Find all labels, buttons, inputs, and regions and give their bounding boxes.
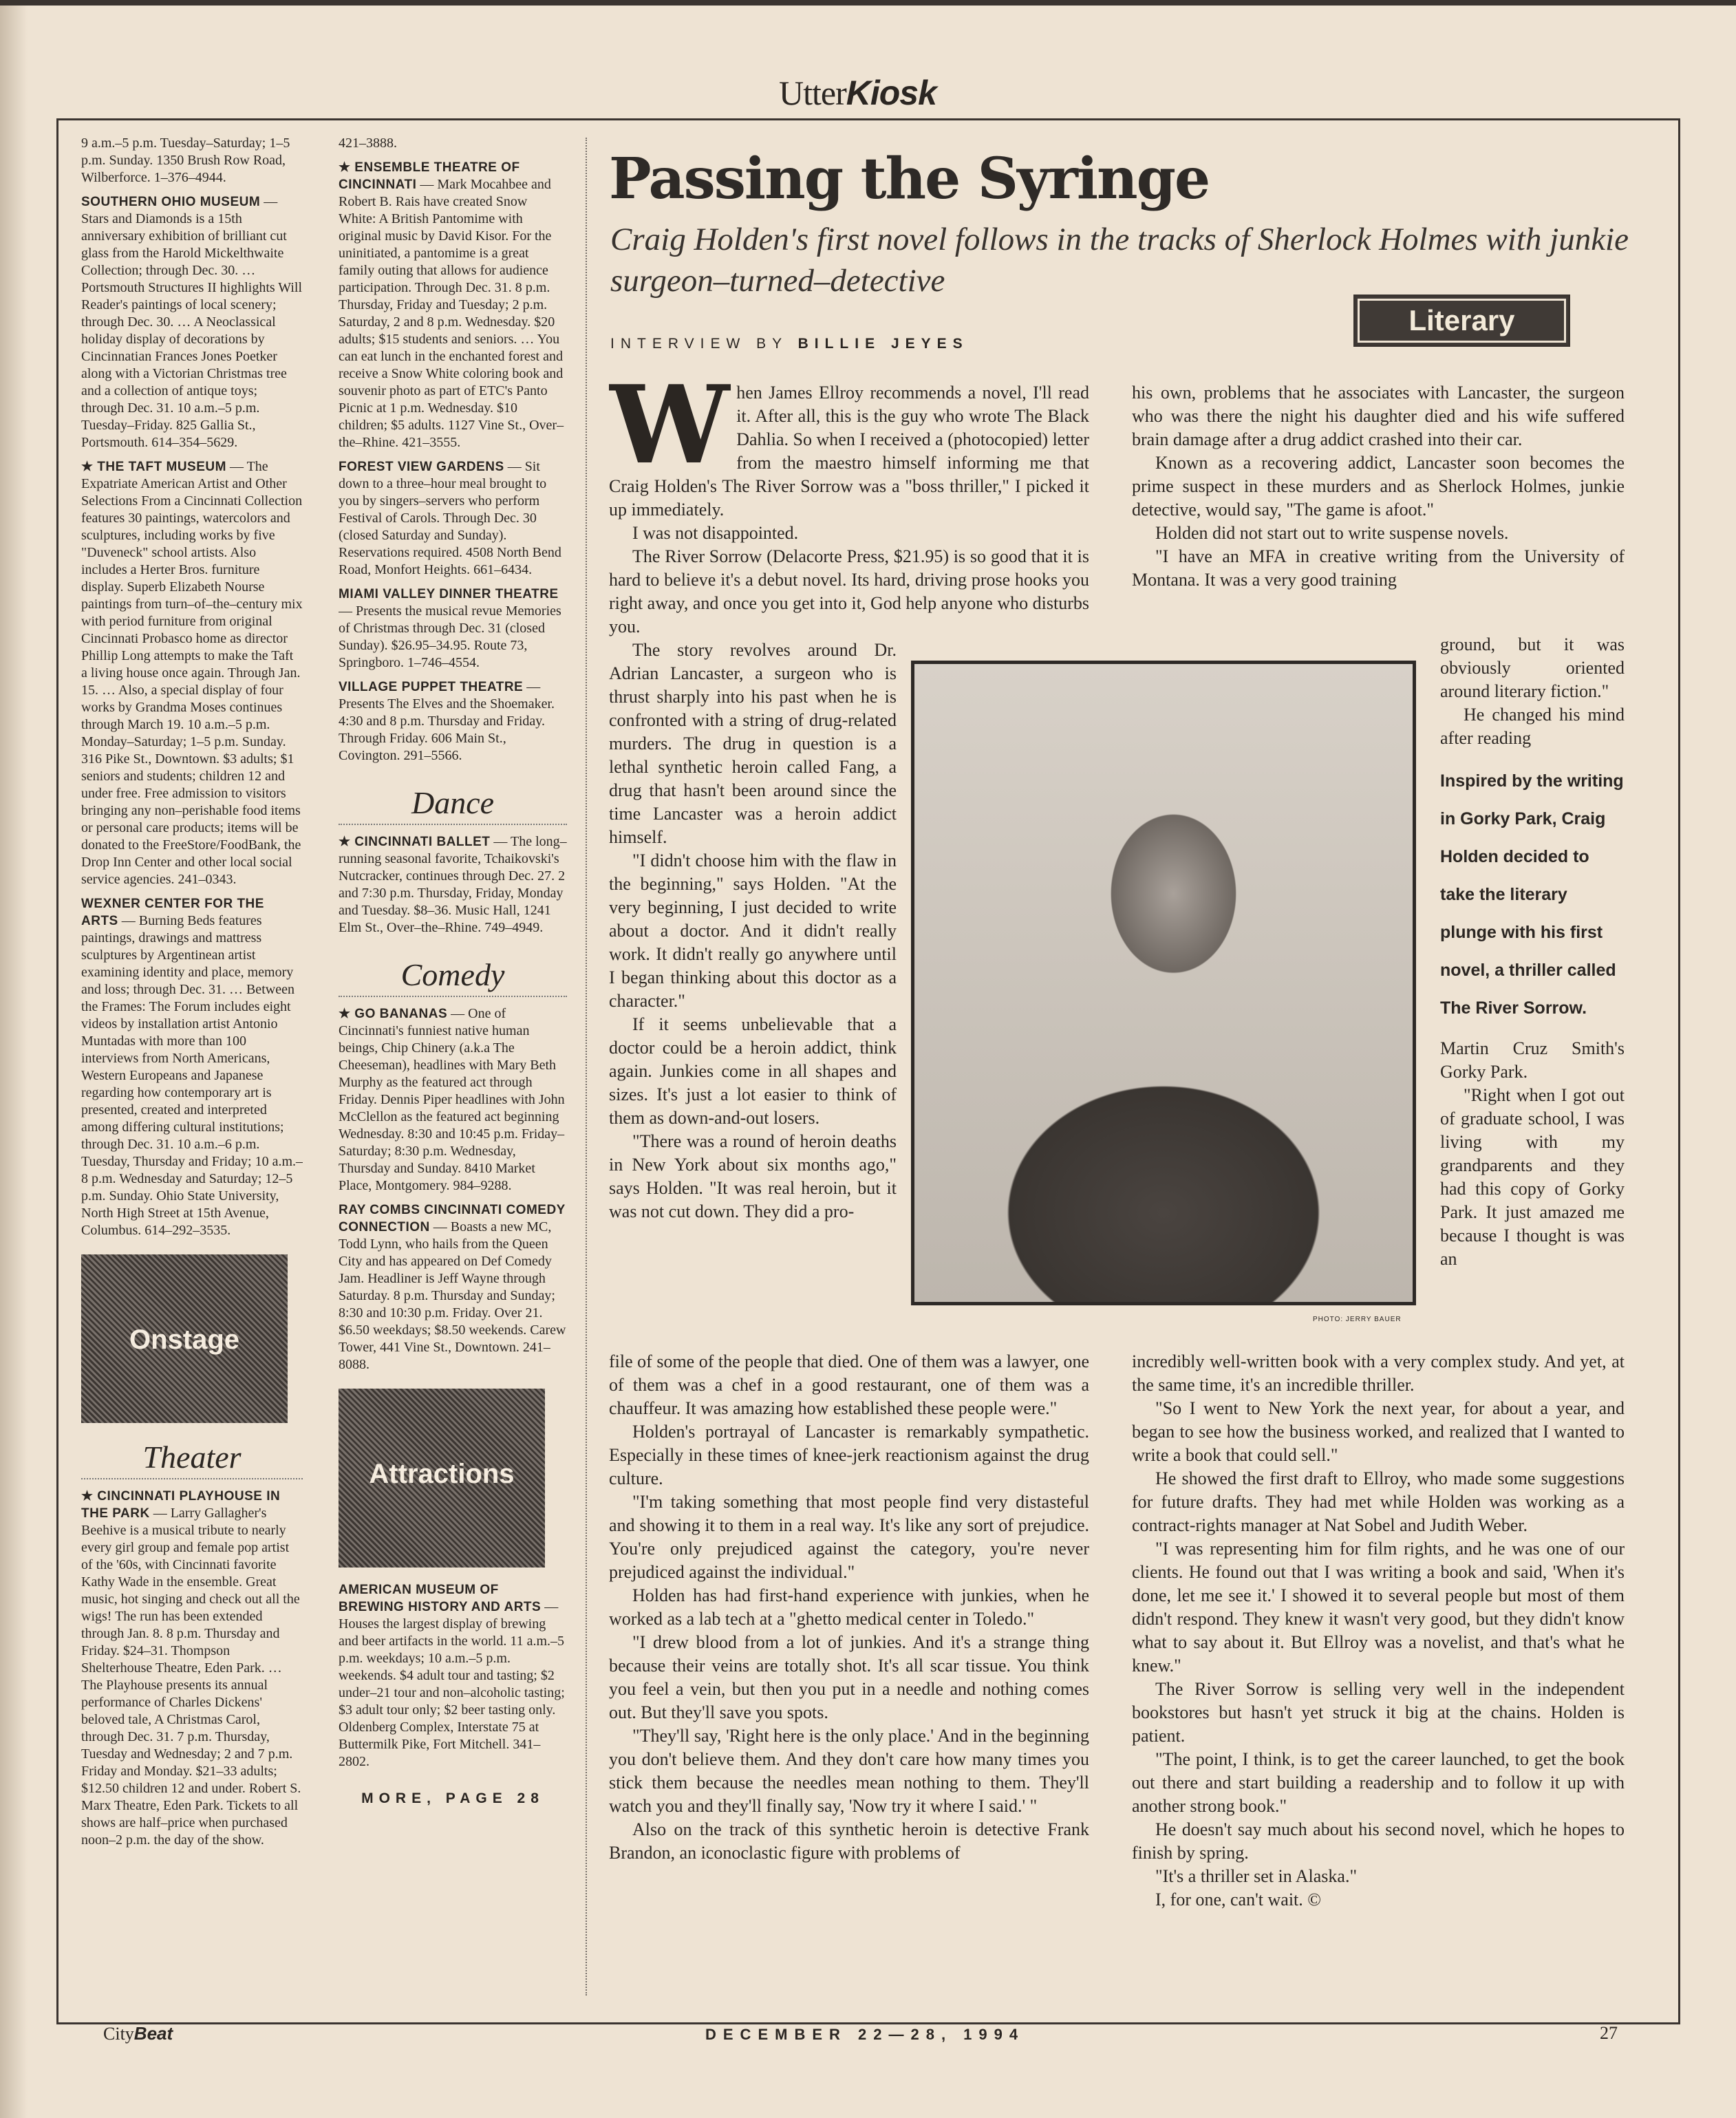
listing-entry <box>339 833 567 937</box>
article-paragraph: "I have an MFA in creative writing from the University of Montana. It was a very good training <box>1132 546 1625 590</box>
article-paragraph: "It's a thriller set in Alaska." <box>1155 1866 1358 1886</box>
dance-list <box>339 833 567 943</box>
article-paragraph: The River Sorrow is selling very well in the independent bookstores but hasn't yet struck it big at the chains. Holden is patient. <box>1132 1679 1625 1746</box>
article-paragraph: file of some of the people that died. One of them was a lawyer, one of them was a chef in a good restaurant, one of them was a chauffeur. It was amazing how established these people were." <box>609 1351 1089 1418</box>
article-c2-narrow-b <box>1440 1037 1625 1271</box>
article-column-2 <box>1132 381 1625 643</box>
listing-entry <box>339 1005 567 1195</box>
listing-title: VILLAGE PUPPET THEATRE <box>339 680 524 694</box>
column-divider <box>586 138 587 1996</box>
category-tag: Literary <box>1353 295 1570 347</box>
footer-date: DECEMBER 22—28, 1994 <box>705 2026 1025 2043</box>
listing-entry <box>339 135 567 152</box>
listing-text: 9 a.m.–5 p.m. Tuesday–Saturday; 1–5 p.m. Sunday. 1350 Brush Row Road, Wilberforce. 1–376–4944. <box>81 136 290 185</box>
pull-quote: Inspired by the writing in Gorky Park, Craig Holden decided to take the literary plunge with his first novel, a thriller called The River Sorrow. <box>1440 771 1624 1018</box>
theater-heading: Theater <box>81 1437 303 1479</box>
article-paragraph: I, for one, can't wait. © <box>1155 1890 1322 1910</box>
article-paragraph: Also on the track of this synthetic heroin is detective Frank Brandon, an iconoclastic figure with problems of <box>609 1819 1089 1863</box>
article-column-2-bottom <box>1132 1350 1625 1990</box>
article-paragraph: ground, but it was obviously oriented around literary fiction." <box>1440 634 1625 701</box>
article-column-1-bottom <box>609 1350 1089 1990</box>
listing-text: — Sit down to a three–hour meal brought to you by singers–servers who perform Festival of Carols. Through Dec. 30 (closed Saturday and Sunday). Reservations required. 4508 North Bend Road, Monfort Heights. 661–6434. <box>339 459 561 577</box>
listing-title: MIAMI VALLEY DINNER THEATRE <box>339 587 559 601</box>
article-c1-narrow <box>609 639 897 1223</box>
article-paragraph: "The point, I think, is to get the career launched, to get the book out there and start building a readership and to follow it up with another strong book." <box>1132 1749 1625 1816</box>
listing-title: ★ GO BANANAS <box>339 1007 448 1021</box>
section-masthead: UtterKiosk <box>779 74 936 112</box>
listing-text: — Burning Beds features paintings, drawings and mattress sculptures by Argentinean artist examining identity and place, memory and loss; through Dec. 31. … Between the Frames: The Forum includes eight videos by installation artist Antonio Muntadas with more than 100 interviews from North Americans, Western Europeans and Japanese regarding how contemporary art is presented, created and interpreted among differing cultural institutions; through Dec. 31. 10 a.m.–6 p.m. Tuesday, Thursday and Friday; 10 a.m.–8 p.m. Wednesday and Saturday; 12–5 p.m. Sunday. Ohio State University, North High Street at 15th Avenue, Columbus. 614–292–3535. <box>81 913 303 1238</box>
col2-list <box>339 135 567 771</box>
article-paragraph: "So I went to New York the next year, for about a year, and began to see how the business worked, and realized that I wanted to write a book that could sell." <box>1132 1398 1625 1465</box>
deck: Craig Holden's first novel follows in the tracks of Sherlock Holmes with junkie surgeon–turned–detective <box>610 222 1629 299</box>
listing-entry <box>339 159 567 451</box>
listing-title: ★ CINCINNATI PLAYHOUSE IN THE PARK <box>81 1489 281 1521</box>
article-paragraph: his own, problems that he associates with Lancaster, the surgeon who was there the night his daughter died and his wife suffered brain damage after a drug addict crashed into their car. <box>1132 383 1625 449</box>
article-paragraph: "I was representing him for film rights, and he was one of our clients. He found out that I was writing a book and said, 'When it's done, let me see it.' I showed it to several people but most of them didn't respond. They knew it wasn't very good, but they didn't know what to say about it. But Ellroy was a novelist, and that's what he knew." <box>1132 1539 1625 1676</box>
article-paragraph: "I'm taking something that most people find very distasteful and showing it to them in a real way. It's like any sort of prejudice. You're only prejudiced against the category, you're never prejudiced against the individual." <box>609 1492 1089 1582</box>
listing-text: — Larry Gallagher's Beehive is a musical tribute to nearly every girl group and female pop artist of the '60s, with Cincinnati favorite Kathy Wade in the ensemble. Great music, hot singing and check out all the wigs! The run has been extended through Jan. 8. 8 p.m. Thursday and Friday. $24–31. Thompson Shelterhouse Theatre, Eden Park. … The Playhouse presents its annual performance of Charles Dickens' beloved tale, A Christmas Carol, through Dec. 31. 7 p.m. Thursday, Tuesday and Wednesday; 2 and 7 p.m. Friday and Monday. $21–33 adults; $12.50 children 12 and under. Robert S. Marx Theatre, Eden Park. Tickets to all shows are half–price when purchased noon–2 p.m. the day of the show. <box>81 1506 301 1848</box>
attractions-label: Attractions <box>369 1459 515 1489</box>
listing-text: — The long–running seasonal favorite, Tchaikovski's Nutcracker, continues through Dec. 27. 2 and 7:30 p.m. Thursday, Friday, Monday and Tuesday. $8–36. Music Hall, 1241 Elm St., Over–the–Rhine. 749–4949. <box>339 834 567 935</box>
article-paragraph: He showed the first draft to Ellroy, who made some suggestions for future drafts. They had met while Holden was working as a contract-rights manager at Nat Sobel and Judith Weber. <box>1132 1468 1625 1535</box>
page-number: 27 <box>1600 2023 1618 2043</box>
listing-text: — Presents the musical revue Memories of Christmas through Dec. 31 (closed Sunday). $26.95–34.95. Route 73, Springboro. 1–746–4554. <box>339 603 561 670</box>
article-c2-bottom <box>1132 1350 1625 1912</box>
listing-entry <box>81 193 303 451</box>
photo-credit: PHOTO: JERRY BAUER <box>1313 1316 1402 1323</box>
article-column-1 <box>609 381 1089 650</box>
article-c2 <box>1132 381 1625 592</box>
article-paragraph: "There was a round of heroin deaths in New York about six months ago," says Holden. "It was real heroin, but it was not cut down. They did a pro- <box>609 1131 897 1221</box>
onstage-promo[interactable] <box>81 1254 288 1423</box>
listing-entry <box>81 1488 303 1849</box>
article-paragraph: The River Sorrow (Delacorte Press, $21.95) is so good that it is hard to believe it's a debut novel. Its hard, driving prose hooks you right away, and once you get into it, God help anyone who disturbs you. <box>609 546 1089 637</box>
article-paragraph: Martin Cruz Smith's Gorky Park. <box>1440 1038 1625 1082</box>
listing-entry <box>81 895 303 1239</box>
listing-text: — Houses the largest display of brewing and beer artifacts in the world. 11 a.m.–5 p.m. weekdays; 10 a.m.–5 p.m. weekends. $4 adult tour and tasting; $2 under–21 tour and non–alcoholic tasting; $3 adult tour only; $2 beer tasting only. Oldenberg Complex, Interstate 75 at Buttermilk Pike, Fort Mitchell. 341–2802. <box>339 1599 565 1769</box>
listing-entry <box>81 135 303 186</box>
attractions-list <box>339 1581 567 1777</box>
article-paragraph: incredibly well-written book with a very complex study. And yet, at the same time, it's an incredible thriller. <box>1132 1351 1625 1395</box>
listing-entry <box>339 678 567 764</box>
listing-title: ★ ENSEMBLE THEATRE OF CINCINNATI <box>339 160 520 192</box>
page-gutter <box>0 0 28 2118</box>
listing-text: — Boasts a new MC, Todd Lynn, who hails from the Queen City and has appeared on Def Comedy Jam. Headliner is Jeff Wayne through Saturday. 8 p.m. Thursday and Sunday; 8:30 and 10:30 p.m. Friday. Over 21. $6.50 weekdays; $8.50 weekends. Carew Tower, 441 Vine St., Downtown. 241–8088. <box>339 1219 566 1372</box>
listing-title: AMERICAN MUSEUM OF BREWING HISTORY AND ARTS <box>339 1583 542 1614</box>
listing-text: — One of Cincinnati's funniest native human beings, Chip Chinery (a.k.a The Cheeseman), headlines with Mary Beth Murphy as the featured act through Friday. Dennis Piper headlines with John McClellon as the featured act beginning Wednesday. 8:30 and 10:45 p.m. Friday–Saturday; 8:30 p.m. Wednesday, Thursday and Sunday. 8410 Market Place, Montgomery. 984–9288. <box>339 1006 565 1193</box>
article-c2-narrow-a <box>1440 633 1625 750</box>
listing-text: — The Expatriate American Artist and Other Selections From a Cincinnati Collection features 30 paintings, watercolors and sculptures, including works by five "Duveneck" school artists. Also includes a Herter Bros. furniture display. Superb Elizabeth Nourse paintings from turn–of–the–century mix with period furniture from original Cincinnati Probasco home as director Phillip Long attempts to make the Taft a living house once again. Through Jan. 15. … Also, a special display of four works by Grandma Moses continues through March 19. 10 a.m.–5 p.m. Monday–Saturday; 1–5 p.m. Sunday. 316 Pike St., Downtown. $3 adults; $1 seniors and students; children 12 and under free. Free admission to visitors bringing any non–perishable food items or personal care products; items will be donated to the FreeStore/FoodBank, the Drop Inn Center and other local social service agencies. 241–0343. <box>81 459 303 887</box>
article-paragraph: hen James Ellroy recommends a novel, I'll read it. After all, this is the guy who wrote The Black Dahlia. So when I received a (photocopied) letter from the maestro himself informing me that Craig Holden's The River Sorrow was a "boss thriller," I picked it up immediately. <box>609 383 1089 520</box>
listing-title: WEXNER CENTER FOR THE ARTS <box>81 897 264 928</box>
listing-entry <box>339 1581 567 1771</box>
listings-column-2 <box>339 135 567 2007</box>
article-paragraph: Known as a recovering addict, Lancaster soon becomes the prime suspect in these murders and as Sherlock Holmes, junkie detective, would say, "The game is afoot." <box>1132 453 1625 520</box>
onstage-label: Onstage <box>129 1325 240 1355</box>
listing-text: 421–3888. <box>339 136 397 151</box>
article-paragraph: "I drew blood from a lot of junkies. And it's a strange thing because their veins are totally shot. It's all scar tissue. You think you feel a vein, but then you put in a needle and nothing comes out. But they'll save you spots. <box>609 1632 1089 1722</box>
article-paragraph: "Right when I got out of graduate school, I was living with my grandparents and they had this copy of Gorky Park. It just amazed me because I thought is was an <box>1440 1085 1625 1269</box>
headline: Passing the Syringe <box>609 146 1210 212</box>
listing-title: SOUTHERN OHIO MUSEUM <box>81 195 261 209</box>
author-photo <box>911 661 1416 1305</box>
article-paragraph: Holden has had first-hand experience with junkies, when he worked as a lab tech at a "ghetto medical center in Toledo." <box>609 1585 1089 1629</box>
listing-entry <box>339 458 567 579</box>
comedy-heading: Comedy <box>339 954 567 997</box>
article-column-1-narrow <box>609 639 897 1363</box>
article-paragraph: Holden's portrayal of Lancaster is remarkably sympathetic. Especially in these times of knee-jerk reactionism against the drug culture. <box>609 1422 1089 1488</box>
listing-title: RAY COMBS CINCINNATI COMEDY CONNECTION <box>339 1203 566 1234</box>
top-rule <box>0 0 1736 6</box>
article-paragraph: Holden did not start out to write suspense novels. <box>1155 523 1509 543</box>
article-column-2-narrow <box>1440 633 1625 1356</box>
listing-entry <box>81 458 303 888</box>
listing-entry <box>339 1201 567 1373</box>
article-c1-bottom <box>609 1350 1089 1865</box>
listing-text: — Mark Mocahbee and Robert B. Rais have created Snow White: A British Pantomime with original music by David Kisor. For the uninitiated, a pantomime is a great family outing that allows for audience participation. Through Dec. 31. 8 p.m. Thursday, Friday and Tuesday; 2 p.m. Saturday, 2 and 8 p.m. Wednesday. $20 adults; $15 students and seniors. … You can eat lunch in the enchanted forest and receive a Snow White coloring book and souvenir photo as part of ETC's Panto Picnic at 1 p.m. Wednesday. $10 children; $5 adults. 1127 Vine St., Over–the–Rhine. 421–3555. <box>339 177 564 450</box>
col1-list <box>81 135 303 1246</box>
listing-title: ★ THE TAFT MUSEUM <box>81 460 226 474</box>
article-paragraph: I was not disappointed. <box>632 523 799 543</box>
listing-title: FOREST VIEW GARDENS <box>339 460 504 474</box>
more-link[interactable]: MORE, PAGE 28 <box>361 1790 544 1806</box>
article-paragraph: He doesn't say much about his second novel, which he hopes to finish by spring. <box>1132 1819 1625 1863</box>
article-paragraph: "I didn't choose him with the flaw in the beginning," says Holden. "At the very beginning, I just decided to write about a doctor. And it didn't really work. It didn't really go anywhere until I began thinking about this doctor as a character." <box>609 851 897 1011</box>
drop-cap: W <box>609 381 730 488</box>
article-paragraph: If it seems unbelievable that a doctor could be a heroin addict, think again. Junkies come in all shapes and sizes. It's just a lot easier to think of them as down-and-out losers. <box>609 1014 897 1128</box>
article-paragraph: He changed his mind after reading <box>1440 705 1625 748</box>
footer-brand: CityBeat <box>103 2023 173 2044</box>
listing-text: — Stars and Diamonds is a 15th anniversary exhibition of brilliant cut glass from the Harold Mickelthwaite Collection; through Dec. 30. … Portsmouth Structures II highlights Will Reader's paintings of local scenery; through Dec. 30. … A Neoclassical holiday display of decorations by Cincinnatian Frances Jones Poetker along with a Victorian Christmas tree and a collection of antique toys; through Dec. 31. 10 a.m.–5 p.m. Tuesday–Friday. 825 Gallia St., Portsmouth. 614–354–5629. <box>81 194 303 450</box>
article-paragraph: The story revolves around Dr. Adrian Lancaster, a surgeon who is thrust sharply into his past when he is confronted with a string of drug-related murders. The drug in question is a lethal synthetic heroin called Fang, a drug that hasn't been around since the time Lancaster was a heroin addict himself. <box>609 640 897 847</box>
comedy-list <box>339 1005 567 1380</box>
listing-title: ★ CINCINNATI BALLET <box>339 835 491 849</box>
article-paragraph: "They'll say, 'Right here is the only place.' And in the beginning you don't believe them. And they don't care how many times you stick them because the needles mean nothing to them. They'll watch you and they'll finally say, 'Now try it where I said.' " <box>609 1726 1089 1816</box>
listing-text: — Presents The Elves and the Shoemaker. 4:30 and 8 p.m. Thursday and Friday. Through Friday. 606 Main St., Covington. 291–5566. <box>339 679 555 763</box>
byline: INTERVIEW BY BILLIE JEYES <box>610 336 969 352</box>
dance-heading: Dance <box>339 782 567 825</box>
listings-column-1 <box>81 135 303 1993</box>
theater-list <box>81 1488 303 1856</box>
listing-entry <box>339 586 567 672</box>
attractions-promo[interactable] <box>339 1389 545 1568</box>
